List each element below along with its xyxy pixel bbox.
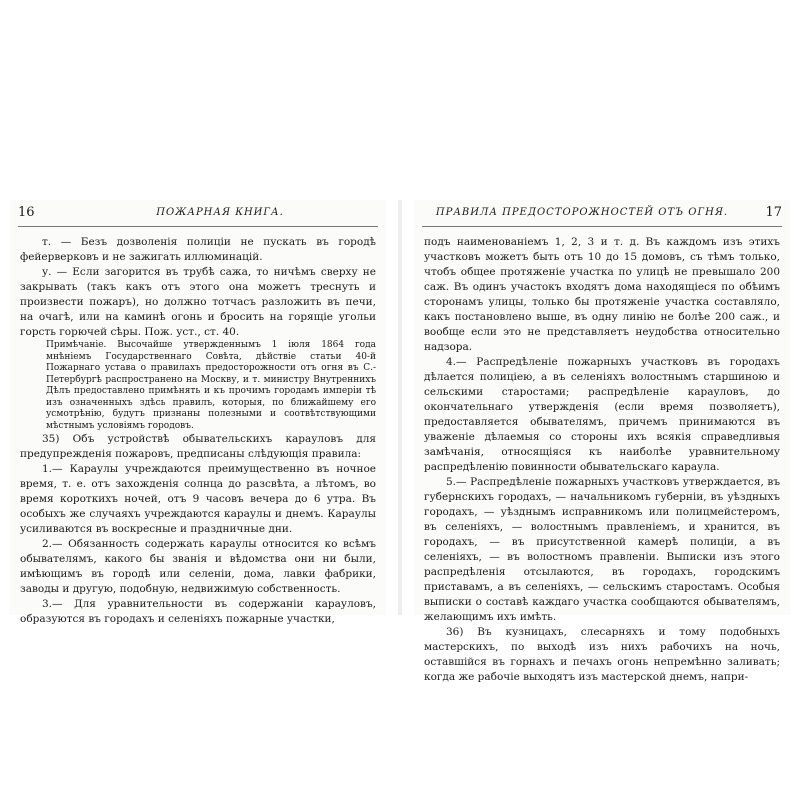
right-page-body xyxy=(414,227,790,685)
left-page-number: 16 xyxy=(18,205,35,220)
paragraph-t: т. — Безъ дозволенія полиціи не пускать въ городѣ фейерверковъ и не зажигать иллюминацій. xyxy=(20,236,376,263)
paragraph-36: 36) Въ кузницахъ, слесарняхъ и тому подобныхъ мастерскихъ, по выходѣ изъ нихъ рабочихъ на ночь, оставшійся въ горнахъ и печахъ огонь непремѣнно заливать; когда же рабочіе выходятъ изъ мастерской днемъ, напри- xyxy=(424,626,780,683)
right-running-title: ПРАВИЛА ПРЕДОСТОРОЖНОСТЕЙ ОТЪ ОГНЯ. xyxy=(435,207,729,218)
right-page-number: 17 xyxy=(765,205,782,220)
paragraph-35-1: 1.— Караулы учреждаются преимущественно въ ночное время, т. е. отъ захожденія солнца до разсвѣта, а лѣтомъ, во время короткихъ ночей, отъ 9 часовъ вечера до 6 утра. Въ особыхъ же случаяхъ учреждаются караулы и днемъ. Караулы усиливаются въ воскресные и праздничные дни. xyxy=(20,463,376,535)
paragraph-continuation: подъ наименованіемъ 1, 2, 3 и т. д. Въ каждомъ изъ этихъ участковъ можетъ быть отъ 10 до 15 домовъ, съ тѣмъ только, чтобъ общее протяженіе участка по улицѣ не превышало 200 саж. Въ одинъ участокъ входятъ дома находящіеся по обѣимъ сторонамъ улицы, только бы протяженіе участка составляло, какъ постановлено выше, въ одну линію не болѣе 200 саж., и вообще если это не представляетъ неудобства относительно надзора. xyxy=(424,236,780,353)
paragraph-35: 35) Объ устройствѣ обывательскихъ карауловъ для предупрежденія пожаровъ, предписаны слѣдующія правила: xyxy=(20,433,376,460)
paragraph-35-4: 4.— Распредѣленіе пожарныхъ участковъ въ городахъ дѣлается полиціею, а въ селеніяхъ волостнымъ старшиною и сельскими старостами; распредѣленіе карауловъ, до окончательнаго утвержденія (если время позволяетъ), предоставляется обывателямъ, причемъ принимаются въ уваженіе дѣлаемыя со стороны ихъ всякія справедливыя замѣчанія, относящіяся къ наиболѣе уравнительному распредѣленію повинности обывательскаго караула. xyxy=(424,356,780,473)
note-paragraph: Примѣчаніе. Высочайше утвержденнымъ 1 іюля 1864 года мнѣніемъ Государственнаго Совѣта, дѣйствіе статьи 40-й Пожарнаго устава о правилахъ предосторожности отъ огня въ С.-Петербургѣ распространено на Москву, и т. министру Внутреннихъ Дѣлъ предоставлено примѣнять и къ прочимъ городамъ имперіи тѣ изъ означенныхъ здѣсь правилъ, которыя, по ближайшему его усмотрѣнію, будутъ признаны полезными и соотвѣтствующими мѣстнымъ условіямъ городовъ. xyxy=(46,340,376,431)
paragraph-35-2: 2.— Обязанность содержать караулы относится ко всѣмъ обывателямъ, какого бы званія и вѣдомства они ни были, имѣющимъ въ городѣ или селеніи, дома, лавки фабрики, заводы и другую, подобную, недвижимую собственность. xyxy=(20,538,376,595)
right-page-header xyxy=(422,200,782,227)
right-page xyxy=(414,200,790,683)
paragraph-35-3: 3.— Для уравнительности въ содержаніи карауловъ, образуются въ городахъ и селеніяхъ пожарные участки, xyxy=(20,598,376,625)
left-running-title: ПОЖАРНАЯ КНИГА. xyxy=(156,207,284,218)
paragraph-u: у. — Если загорится въ трубѣ сажа, то ничѣмъ сверху не закрывать (такъ какъ отъ этого она можетъ треснуть и произвести пожаръ), но должно тотчасъ разложить въ печи, на очагѣ, или на каминѣ огонь и бросить на горящіе угольи горсть горючей сѣры. Пож. уст., ст. 40. xyxy=(20,266,376,338)
paragraph-35-5: 5.— Распредѣленіе пожарныхъ участковъ утверждается, въ губернскихъ городахъ, — начальникомъ губерніи, въ уѣздныхъ городахъ, — уѣзднымъ исправникомъ или полицмейстеромъ, въ селеніяхъ, — волостнымъ правленіемъ, и хранится, въ городахъ, — въ присутственной камерѣ полиціи, а въ селеніяхъ, — въ волостномъ правленіи. Выписки изъ этого распредѣленія отсылаются, въ городахъ, городскимъ приставамъ, а въ селеніяхъ, — сельскимъ старостамъ. Особыя выписки о составѣ каждаго участка сообщаются обывателямъ, желающимъ ихъ имѣть. xyxy=(424,476,780,623)
left-page-body xyxy=(10,227,386,627)
left-page xyxy=(10,200,386,625)
left-page-header xyxy=(18,200,378,227)
book-gutter xyxy=(398,200,402,615)
